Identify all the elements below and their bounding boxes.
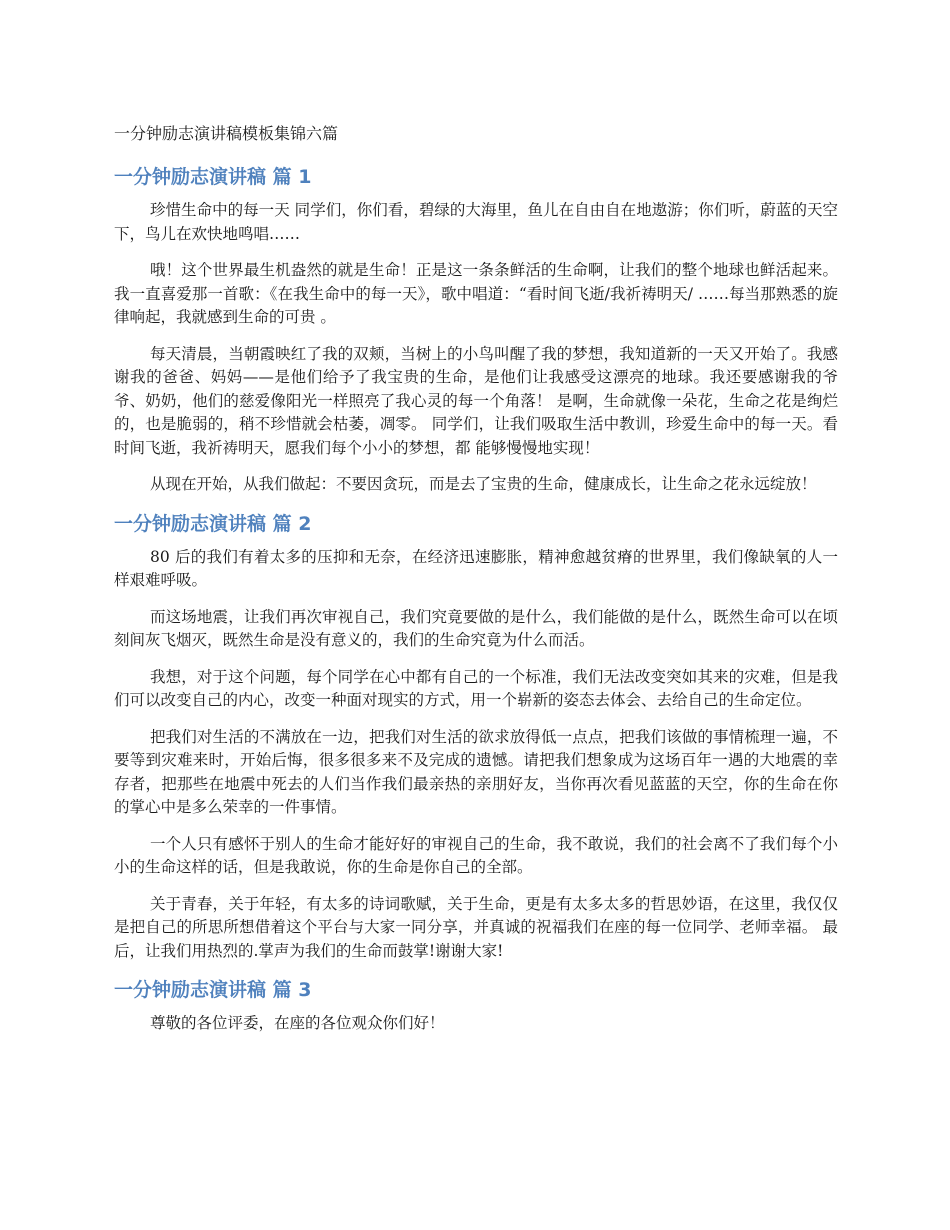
paragraph: 把我们对生活的不满放在一边，把我们对生活的欲求放得低一点点，把我们该做的事情梳理一遍，不要等到灾难来时，开始后悔，很多很多来不及完成的遗憾。请把我们想象成为这场百年一遇的大地震的幸存者，把那些在地震中死去的人们当作我们最亲热的亲朋好友，当你再次看见蓝蓝的天空，你的生命在你的掌心中是多么荣幸的一件事情。 xyxy=(114,727,838,816)
section-1 xyxy=(114,163,838,497)
paragraph: 珍惜生命中的每一天 同学们，你们看，碧绿的大海里，鱼儿在自由自在地遨游；你们听，蔚蓝的天空下，鸟儿在欢快地鸣唱…… xyxy=(114,201,838,243)
document-title: 一分钟励志演讲稿模板集锦六篇 xyxy=(114,124,339,143)
paragraph: 而这场地震，让我们再次审视自己，我们究竟要做的是什么，我们能做的是什么，既然生命可以在顷刻间灰飞烟灭，既然生命是没有意义的，我们的生命究竟为什么而活。 xyxy=(114,607,838,649)
paragraph: 我想，对于这个问题，每个同学在心中都有自己的一个标准，我们无法改变突如其来的灾难，但是我们可以改变自己的内心，改变一种面对现实的方式，用一个崭新的姿态去体会、去给自己的生命定位。 xyxy=(114,667,838,709)
paragraph: 关于青春，关于年轻，有太多的诗词歌赋，关于生命，更是有太多太多的哲思妙语，在这里，我仅仅是把自己的所思所想借着这个平台与大家一同分享，并真诚的祝福我们在座的每一位同学、老师幸福。 最后，让我们用热烈的.掌声为我们的生命而鼓掌!谢谢大家! xyxy=(114,894,838,960)
paragraph: 从现在开始，从我们做起：不要因贪玩，而是去了宝贵的生命，健康成长，让生命之花永远绽放！ xyxy=(150,475,817,493)
document-page xyxy=(114,122,838,1049)
paragraph: 每天清晨，当朝霞映红了我的双颊，当树上的小鸟叫醒了我的梦想，我知道新的一天又开始了。我感谢我的爸爸、妈妈——是他们给予了我宝贵的生命，是他们让我感受这漂亮的地球。我还要感谢我的爷爷、奶奶，他们的慈爱像阳光一样照亮了我心灵的每一个角落！ 是啊，生命就像一朵花，生命之花是绚烂的，也是脆弱的，稍不珍惜就会枯萎，凋零。 同学们，让我们吸取生活中教训，珍爱生命中的每一天。看时间飞逝，我祈祷明天，愿我们每个小小的梦想，都 能够慢慢地实现！ xyxy=(114,344,838,457)
paragraph: 一个人只有感怀于别人的生命才能好好的审视自己的生命，我不敢说，我们的社会离不了我们每个小小的生命这样的话，但是我敢说，你的生命是你自己的全部。 xyxy=(114,834,838,876)
section-heading: 一分钟励志演讲稿 篇 2 xyxy=(114,512,312,535)
paragraph: 80 后的我们有着太多的压抑和无奈，在经济迅速膨胀，精神愈越贫瘠的世界里，我们像缺氧的人一样艰难呼吸。 xyxy=(114,547,838,589)
paragraph: 哦！这个世界最生机盎然的就是生命！正是这一条条鲜活的生命啊，让我们的整个地球也鲜活起来。 我一直喜爱那一首歌：《在我生命中的每一天》，歌中唱道：“看时间飞逝/我祈祷明天/ ……每当那熟悉的旋律响起，我就感到生命的可贵 。 xyxy=(114,261,838,326)
paragraph: 尊敬的各位评委，在座的各位观众你们好！ xyxy=(150,1014,445,1032)
section-3 xyxy=(114,976,838,1036)
section-2 xyxy=(114,510,838,964)
section-heading: 一分钟励志演讲稿 篇 3 xyxy=(114,979,312,1001)
section-heading: 一分钟励志演讲稿 篇 1 xyxy=(114,166,312,188)
